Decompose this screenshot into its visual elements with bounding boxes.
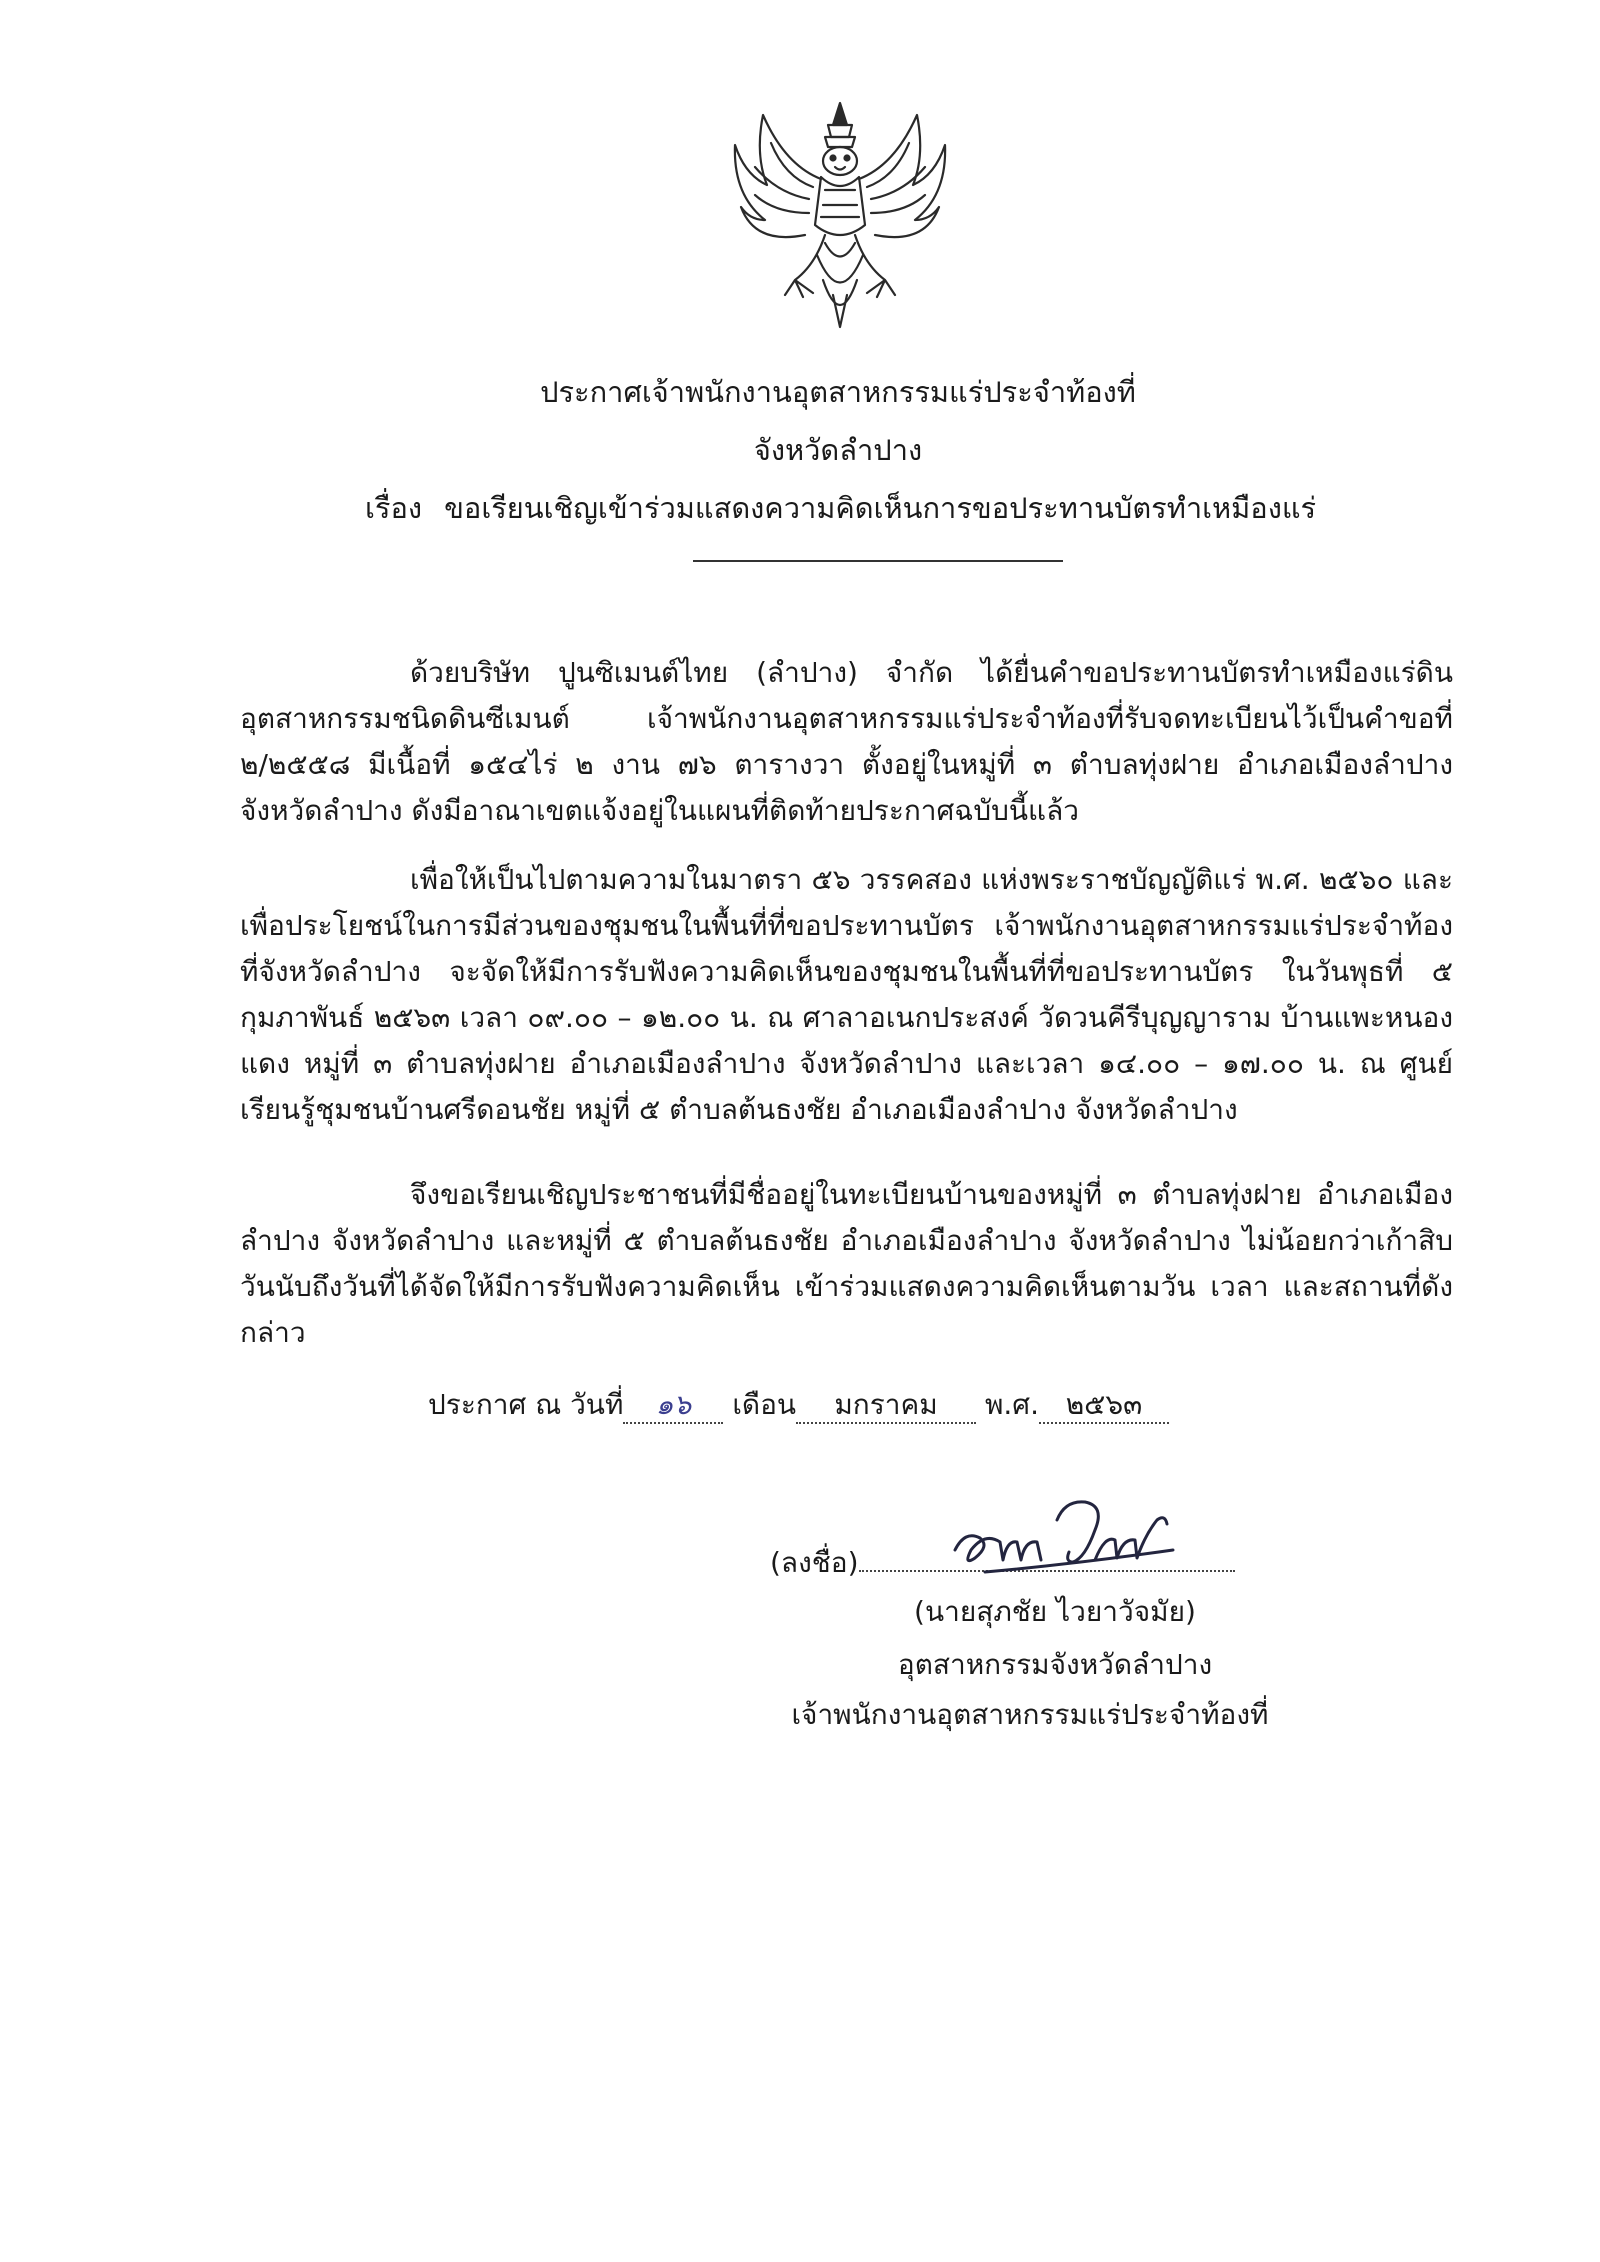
signer-name: (นายสุภชัย ไวยาวัจมัย) (914, 1595, 1196, 1628)
paragraph-text: เพื่อให้เป็นไปตามความในมาตรา ๕๖ วรรคสอง แห่งพระราชบัญญัติแร่ พ.ศ. ๒๕๖๐ และเพื่อประโยชน์ในการมีส่วนของชุมชนในพื้นที่ที่ขอประทานบัตร เจ้าพนักงานอุตสาหกรรมแร่ประจำท้องที่จังหวัดลำปาง จะจัดให้มีการรับฟังความคิดเห็นของชุมชนในพื้นที่ที่ขอประทานบัตร ในวันพุธที่ ๕ กุมภาพันธ์ ๒๕๖๓ เวลา ๐๙.๐๐ – ๑๒.๐๐ น. ณ ศาลาอเนกประสงค์ วัดวนคีรีบุญญาราม บ้านแพะหนองแดง หมู่ที่ ๓ ตำบลทุ่งฝาย อำเภอเมืองลำปาง จังหวัดลำปาง และเวลา ๑๔.๐๐ – ๑๗.๐๐ น. ณ ศูนย์เรียนรู้ชุมชนบ้านศรีดอนชัย หมู่ที่ ๕ ตำบลต้นธงชัย อำเภอเมืองลำปาง จังหวัดลำปาง (240, 863, 1453, 1126)
paragraph-2 (240, 857, 1453, 1133)
dateline-year-label: พ.ศ. (984, 1388, 1039, 1421)
paragraph-text: จึงขอเรียนเชิญประชาชนที่มีชื่ออยู่ในทะเบียนบ้านของหมู่ที่ ๓ ตำบลทุ่งฝาย อำเภอเมืองลำปาง จังหวัดลำปาง และหมู่ที่ ๕ ตำบลต้นธงชัย อำเภอเมืองลำปาง จังหวัดลำปาง ไม่น้อยกว่าเก้าสิบวันนับถึงวันที่ได้จัดให้มีการรับฟังความคิดเห็น เข้าร่วมแสดงความคิดเห็นตามวัน เวลา และสถานที่ดังกล่าว (240, 1178, 1453, 1349)
divider (693, 560, 1063, 562)
signer-position-2: เจ้าพนักงานอุตสาหกรรมแร่ประจำท้องที่ (791, 1698, 1269, 1731)
subject-text: ขอเรียนเชิญเข้าร่วมแสดงความคิดเห็นการขอประทานบัตรทำเหมืองแร่ (444, 491, 1317, 525)
paragraph-1 (240, 650, 1453, 834)
dateline-year: ๒๕๖๓ (1039, 1388, 1169, 1424)
sign-label: (ลงชื่อ) (770, 1546, 859, 1579)
dateline-month: มกราคม (796, 1388, 976, 1424)
handwritten-signature (945, 1480, 1185, 1580)
dateline-day: ๑๖ (623, 1388, 723, 1424)
subject-label: เรื่อง (365, 491, 423, 525)
paragraph-3 (240, 1172, 1453, 1356)
announcement-title: ประกาศเจ้าพนักงานอุตสาหกรรมแร่ประจำท้องที่ (540, 375, 1136, 409)
dateline-prefix: ประกาศ ณ วันที่ (428, 1388, 624, 1421)
garuda-emblem-icon (725, 95, 955, 335)
province-title: จังหวัดลำปาง (753, 433, 923, 467)
dateline-month-label: เดือน (732, 1388, 797, 1421)
paragraph-text: ด้วยบริษัท ปูนซิเมนต์ไทย (ลำปาง) จำกัด ได้ยื่นคำขอประทานบัตรทำเหมืองแร่ดินอุตสาหกรรมชนิดดินซีเมนต์ เจ้าพนักงานอุตสาหกรรมแร่ประจำท้องที่รับจดทะเบียนไว้เป็นคำขอที่ ๒/๒๕๕๘ มีเนื้อที่ ๑๕๔ไร่ ๒ งาน ๗๖ ตารางวา ตั้งอยู่ในหมู่ที่ ๓ ตำบลทุ่งฝาย อำเภอเมืองลำปาง จังหวัดลำปาง ดังมีอาณาเขตแจ้งอยู่ในแผนที่ติดท้ายประกาศฉบับนี้แล้ว (240, 656, 1453, 827)
dateline (428, 1385, 1169, 1425)
subject-line (365, 488, 1316, 528)
signer-position-1: อุตสาหกรรมจังหวัดลำปาง (897, 1648, 1213, 1681)
